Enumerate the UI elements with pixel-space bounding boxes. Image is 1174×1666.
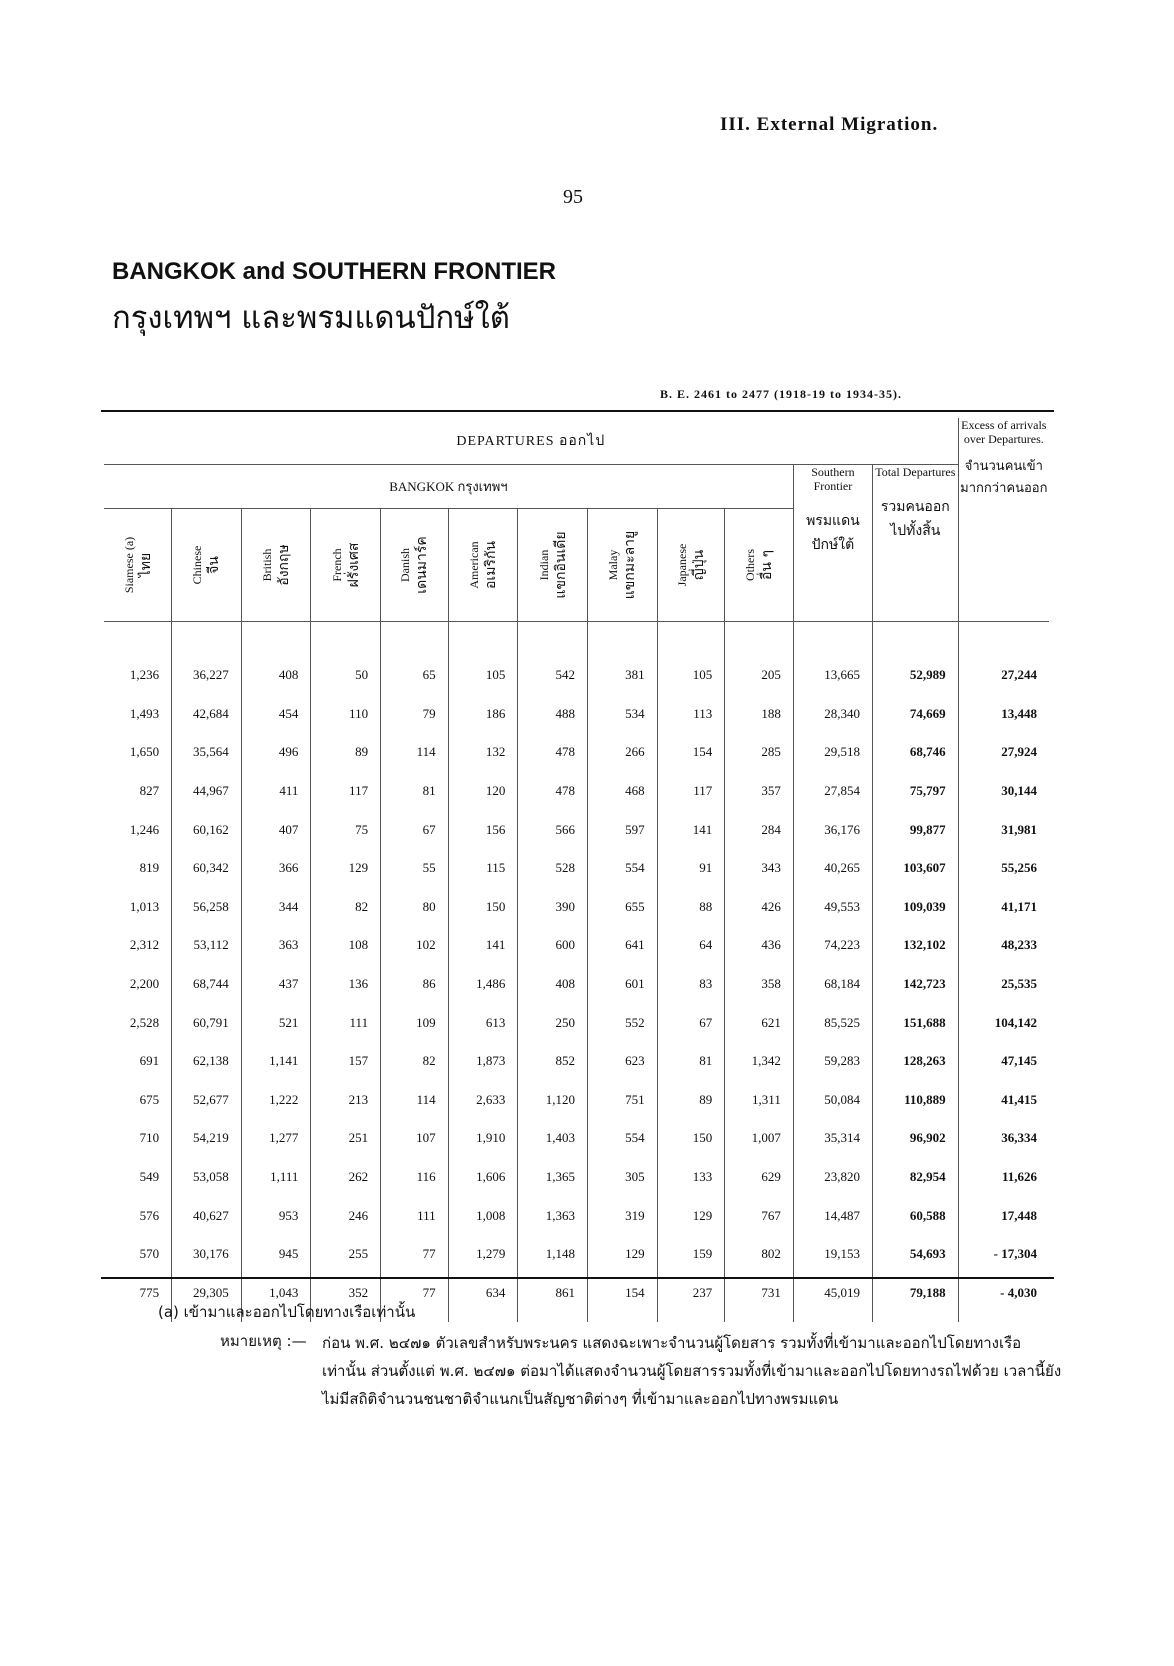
table-cell: 107 xyxy=(381,1119,449,1158)
table-cell: 115 xyxy=(448,849,518,888)
table-cell: 62,138 xyxy=(172,1042,242,1081)
table-cell: 110,889 xyxy=(873,1081,959,1120)
column-header-th: อังกฤษ xyxy=(276,544,293,586)
table-cell: 133 xyxy=(657,1158,725,1197)
table-row xyxy=(104,695,1049,734)
table-cell: 552 xyxy=(587,1003,657,1042)
table-cell: 53,112 xyxy=(172,926,242,965)
table-cell: 65 xyxy=(381,622,449,695)
table-row xyxy=(104,1081,1049,1120)
table-cell: 1,363 xyxy=(518,1196,588,1235)
table-cell: 42,684 xyxy=(172,695,242,734)
table-cell: 285 xyxy=(725,733,794,772)
table-cell: 1,277 xyxy=(241,1119,311,1158)
table-cell: 1,403 xyxy=(518,1119,588,1158)
table-cell: 111 xyxy=(381,1196,449,1235)
table-cell: 411 xyxy=(241,772,311,811)
table-cell: 2,312 xyxy=(129,937,160,953)
column-header-th: แขกมะลายู xyxy=(622,530,639,600)
table-cell: 1,120 xyxy=(518,1081,588,1120)
table-cell: 35,564 xyxy=(172,733,242,772)
table-cell: 1,606 xyxy=(448,1158,518,1197)
table-cell: 861 xyxy=(518,1274,588,1323)
column-header-en: Siamese (a) xyxy=(121,536,136,594)
table-cell: 2,200 xyxy=(129,976,160,992)
table-cell: 154 xyxy=(587,1274,657,1323)
table-cell: 570 xyxy=(139,1246,160,1262)
table-cell: 75 xyxy=(311,810,381,849)
table-cell: 13,665 xyxy=(793,622,872,695)
table-cell: 246 xyxy=(311,1196,381,1235)
table-cell: 55,256 xyxy=(958,849,1049,888)
table-cell: 358 xyxy=(725,965,794,1004)
table-cell: 1,311 xyxy=(725,1081,794,1120)
footnote-a: (a) เข้ามาและออกไปโดยทางเรือเท่านั้น xyxy=(158,1303,416,1321)
table-cell: 53,058 xyxy=(172,1158,242,1197)
table-cell: 205 xyxy=(725,622,794,695)
table-cell: 621 xyxy=(725,1003,794,1042)
table-cell: 109 xyxy=(381,1003,449,1042)
table-cell: 154 xyxy=(657,733,725,772)
table-cell: 105 xyxy=(448,622,518,695)
table-cell: 767 xyxy=(725,1196,794,1235)
table-cell: 114 xyxy=(381,733,449,772)
table-cell: 108 xyxy=(311,926,381,965)
column-header-en: Others xyxy=(743,549,758,581)
table-cell: 1,279 xyxy=(448,1235,518,1274)
table-cell: 96,902 xyxy=(873,1119,959,1158)
table-row xyxy=(104,1119,1049,1158)
table-cell: 36,176 xyxy=(793,810,872,849)
column-header-th: เดนมาร์ค xyxy=(414,536,431,594)
table-cell: 1,342 xyxy=(725,1042,794,1081)
table-row xyxy=(104,1196,1049,1235)
page-number: 95 xyxy=(563,186,583,208)
table-cell: 159 xyxy=(657,1235,725,1274)
table-cell: 40,265 xyxy=(793,849,872,888)
table-cell: 50 xyxy=(311,622,381,695)
table-cell: 390 xyxy=(518,888,588,927)
table-cell: 554 xyxy=(587,1119,657,1158)
table-cell: 601 xyxy=(587,965,657,1004)
table-cell: 56,258 xyxy=(172,888,242,927)
table-cell: 1,650 xyxy=(129,744,160,760)
table-cell: 75,797 xyxy=(873,772,959,811)
table-cell: 1,008 xyxy=(448,1196,518,1235)
table-cell: 344 xyxy=(241,888,311,927)
table-row xyxy=(104,849,1049,888)
table-cell: 534 xyxy=(587,695,657,734)
table-cell: 381 xyxy=(587,622,657,695)
table-cell: 623 xyxy=(587,1042,657,1081)
table-cell: 751 xyxy=(587,1081,657,1120)
table-cell: 357 xyxy=(725,772,794,811)
table-cell: 50,084 xyxy=(793,1081,872,1120)
table-cell: 77 xyxy=(381,1274,449,1323)
table-cell: 188 xyxy=(725,695,794,734)
southern-header-th: พรมแดนปักษ์ใต้ xyxy=(806,513,860,553)
table-cell: 454 xyxy=(241,695,311,734)
column-header xyxy=(587,509,657,622)
table-top-rule xyxy=(101,410,1054,412)
column-header-th: อื่น ๆ xyxy=(759,550,776,580)
table-cell: 731 xyxy=(725,1274,794,1323)
table-cell: 953 xyxy=(241,1196,311,1235)
table-cell: 14,487 xyxy=(793,1196,872,1235)
table-cell: 47,145 xyxy=(958,1042,1049,1081)
table-cell: 852 xyxy=(518,1042,588,1081)
table-cell: 305 xyxy=(587,1158,657,1197)
table-cell: 251 xyxy=(311,1119,381,1158)
table-cell: 30,176 xyxy=(172,1235,242,1274)
table-cell: 408 xyxy=(518,965,588,1004)
table-cell: 104,142 xyxy=(958,1003,1049,1042)
table-cell: 68,184 xyxy=(793,965,872,1004)
table-cell: 89 xyxy=(311,733,381,772)
migration-table xyxy=(104,418,1049,1322)
table-cell: 103,607 xyxy=(873,849,959,888)
column-header-en: French xyxy=(329,548,344,582)
column-header xyxy=(241,509,311,622)
column-header-th: แขกอินเดีย xyxy=(552,531,569,599)
table-cell: 82 xyxy=(311,888,381,927)
table-cell: 45,019 xyxy=(793,1274,872,1323)
column-header-en: Chinese xyxy=(190,545,205,585)
table-cell: 156 xyxy=(448,810,518,849)
table-cell: - 17,304 xyxy=(958,1235,1049,1274)
table-cell: 60,588 xyxy=(873,1196,959,1235)
table-row xyxy=(104,810,1049,849)
table-cell: 352 xyxy=(311,1274,381,1323)
table-row xyxy=(104,1235,1049,1274)
table-cell: 157 xyxy=(311,1042,381,1081)
table-cell: 117 xyxy=(657,772,725,811)
table-cell: 83 xyxy=(657,965,725,1004)
table-cell: 13,448 xyxy=(958,695,1049,734)
table-cell: 59,283 xyxy=(793,1042,872,1081)
table-cell: 60,342 xyxy=(172,849,242,888)
table-cell: 40,627 xyxy=(172,1196,242,1235)
table-cell: 105 xyxy=(657,622,725,695)
column-header-en: Japanese xyxy=(674,543,689,587)
table-cell: 48,233 xyxy=(958,926,1049,965)
table-cell: 1,141 xyxy=(241,1042,311,1081)
table-row xyxy=(104,888,1049,927)
table-cell: 1,486 xyxy=(448,965,518,1004)
table-cell: 81 xyxy=(657,1042,725,1081)
table-cell: 29,518 xyxy=(793,733,872,772)
table-cell: 2,528 xyxy=(129,1014,160,1030)
table-cell: 136 xyxy=(311,965,381,1004)
table-cell: 132,102 xyxy=(873,926,959,965)
table-row xyxy=(104,1042,1049,1081)
table-cell: 284 xyxy=(725,810,794,849)
table-cell: 41,171 xyxy=(958,888,1049,927)
table-cell: 802 xyxy=(725,1235,794,1274)
table-cell: 129 xyxy=(311,849,381,888)
table-cell: 85,525 xyxy=(793,1003,872,1042)
table-row xyxy=(104,772,1049,811)
table-cell: 478 xyxy=(518,772,588,811)
table-cell: 1,043 xyxy=(241,1274,311,1323)
table-cell: 554 xyxy=(587,849,657,888)
table-cell: 496 xyxy=(241,733,311,772)
table-cell: 68,746 xyxy=(873,733,959,772)
table-cell: 54,219 xyxy=(172,1119,242,1158)
table-row xyxy=(104,1003,1049,1042)
table-cell: 68,744 xyxy=(172,965,242,1004)
table-cell: 600 xyxy=(518,926,588,965)
table-cell: 266 xyxy=(587,733,657,772)
table-cell: 1,013 xyxy=(129,898,160,914)
table-cell: 80 xyxy=(381,888,449,927)
column-header xyxy=(311,509,381,622)
table-cell: 1,873 xyxy=(448,1042,518,1081)
table-cell: 52,677 xyxy=(172,1081,242,1120)
table-cell: 542 xyxy=(518,622,588,695)
table-cell: 141 xyxy=(657,810,725,849)
table-cell: 79,188 xyxy=(873,1274,959,1323)
table-cell: 117 xyxy=(311,772,381,811)
table-cell: 67 xyxy=(381,810,449,849)
table-cell: 255 xyxy=(311,1235,381,1274)
remark-text: ก่อน พ.ศ. ๒๔๗๑ ตัวเลขสำหรับพระนคร แสดงฉะเพาะจำนวนผู้โดยสาร รวมทั้งที่เข้ามาและออกไปโดยทางเรือเท่านั้น ส่วนตั้งแต่ พ.ศ. ๒๔๗๑ ต่อมาได้แสดงจำนวนผู้โดยสารรวมทั้งที่เข้ามาและออกไปโดยทางรถไฟด้วย เวลานี้ยังไม่มีสถิติจำนวนชนชาติจำแนกเป็นสัญชาติต่างๆ ที่เข้ามาและออกไปทางพรมแดน xyxy=(322,1334,1062,1408)
table-cell: 116 xyxy=(381,1158,449,1197)
southern-frontier-header xyxy=(793,465,872,622)
table-cell: 102 xyxy=(381,926,449,965)
column-header xyxy=(725,509,794,622)
table-cell: 634 xyxy=(448,1274,518,1323)
table-cell: 109,039 xyxy=(873,888,959,927)
column-header-th: ญี่ปุ่น xyxy=(690,549,707,581)
column-header-en: American xyxy=(466,541,481,589)
table-cell: 641 xyxy=(587,926,657,965)
table-cell: - 4,030 xyxy=(958,1274,1049,1323)
table-cell: 60,162 xyxy=(172,810,242,849)
table-cell: 55 xyxy=(381,849,449,888)
table-cell: 150 xyxy=(657,1119,725,1158)
table-bottom-rule xyxy=(101,1277,1054,1279)
bangkok-header: BANGKOK กรุงเทพฯ xyxy=(104,465,793,509)
column-header xyxy=(172,509,242,622)
table-cell: 1,007 xyxy=(725,1119,794,1158)
column-header xyxy=(657,509,725,622)
table-cell: 521 xyxy=(241,1003,311,1042)
table-cell: 52,989 xyxy=(873,622,959,695)
table-cell: 111 xyxy=(311,1003,381,1042)
table-cell: 488 xyxy=(518,695,588,734)
table-cell: 436 xyxy=(725,926,794,965)
table-cell: 79 xyxy=(381,695,449,734)
table-cell: 74,223 xyxy=(793,926,872,965)
table-cell: 74,669 xyxy=(873,695,959,734)
column-header-th: อเมริกัน xyxy=(482,541,499,589)
excess-header-en: Excess of arrivals over Departures. xyxy=(961,418,1047,446)
table-cell: 36,227 xyxy=(172,622,242,695)
table-cell: 113 xyxy=(657,695,725,734)
table-cell: 129 xyxy=(657,1196,725,1235)
table-cell: 142,723 xyxy=(873,965,959,1004)
table-cell: 19,153 xyxy=(793,1235,872,1274)
table-cell: 613 xyxy=(448,1003,518,1042)
table-cell: 89 xyxy=(657,1081,725,1120)
title-thai: กรุงเทพฯ และพรมแดนปักษ์ใต้ xyxy=(112,300,510,336)
table-cell: 675 xyxy=(139,1091,160,1107)
column-header xyxy=(381,509,449,622)
table-cell: 468 xyxy=(587,772,657,811)
table-cell: 426 xyxy=(725,888,794,927)
table-cell: 60,791 xyxy=(172,1003,242,1042)
table-cell: 29,305 xyxy=(172,1274,242,1323)
table-cell: 150 xyxy=(448,888,518,927)
table-cell: 151,688 xyxy=(873,1003,959,1042)
table-cell: 35,314 xyxy=(793,1119,872,1158)
table-cell: 437 xyxy=(241,965,311,1004)
table-cell: 82 xyxy=(381,1042,449,1081)
table-cell: 945 xyxy=(241,1235,311,1274)
table-cell: 99,877 xyxy=(873,810,959,849)
table-cell: 1,236 xyxy=(129,667,160,683)
excess-header-th: จำนวนคนเข้ามากกว่าคนออก xyxy=(960,459,1048,496)
table-cell: 1,222 xyxy=(241,1081,311,1120)
table-cell: 1,493 xyxy=(129,705,160,721)
table-cell: 129 xyxy=(587,1235,657,1274)
table-cell: 28,340 xyxy=(793,695,872,734)
table-cell: 576 xyxy=(139,1207,160,1223)
table-cell: 408 xyxy=(241,622,311,695)
column-header-th: ฝรั่งเศส xyxy=(345,542,362,588)
table-cell: 17,448 xyxy=(958,1196,1049,1235)
table-cell: 407 xyxy=(241,810,311,849)
table-cell: 250 xyxy=(518,1003,588,1042)
table-cell: 27,924 xyxy=(958,733,1049,772)
table-cell: 27,244 xyxy=(958,622,1049,695)
table-cell: 1,111 xyxy=(241,1158,311,1197)
table-cell: 528 xyxy=(518,849,588,888)
total-departures-header xyxy=(873,465,959,622)
table-row xyxy=(104,622,1049,695)
table-cell: 827 xyxy=(139,783,160,799)
table-cell: 655 xyxy=(587,888,657,927)
table-cell: 819 xyxy=(139,860,160,876)
total-header-th: รวมคนออกไปทั้งสิ้น xyxy=(880,499,950,539)
table-cell: 366 xyxy=(241,849,311,888)
table-cell: 49,553 xyxy=(793,888,872,927)
table-cell: 36,334 xyxy=(958,1119,1049,1158)
table-cell: 186 xyxy=(448,695,518,734)
table-cell: 88 xyxy=(657,888,725,927)
excess-header xyxy=(958,418,1049,622)
table-cell: 44,967 xyxy=(172,772,242,811)
table-cell: 710 xyxy=(139,1130,160,1146)
column-header-en: British xyxy=(260,548,275,582)
table-cell: 82,954 xyxy=(873,1158,959,1197)
departures-header: DEPARTURES ออกไป xyxy=(104,418,958,465)
title-english: BANGKOK and SOUTHERN FRONTIER xyxy=(112,258,556,285)
table-cell: 363 xyxy=(241,926,311,965)
southern-header-en: Southern Frontier xyxy=(811,465,855,493)
table-cell: 1,910 xyxy=(448,1119,518,1158)
column-header-en: Danish xyxy=(398,548,413,583)
table-row xyxy=(104,733,1049,772)
table-cell: 27,854 xyxy=(793,772,872,811)
table-cell: 120 xyxy=(448,772,518,811)
table-cell: 775 xyxy=(139,1284,160,1300)
table-cell: 91 xyxy=(657,849,725,888)
table-cell: 319 xyxy=(587,1196,657,1235)
table-cell: 213 xyxy=(311,1081,381,1120)
table-cell: 691 xyxy=(139,1053,160,1069)
table-cell: 549 xyxy=(139,1169,160,1185)
table-cell: 67 xyxy=(657,1003,725,1042)
table-cell: 629 xyxy=(725,1158,794,1197)
column-header xyxy=(104,509,172,622)
table-cell: 31,981 xyxy=(958,810,1049,849)
table-cell: 2,633 xyxy=(448,1081,518,1120)
table-cell: 478 xyxy=(518,733,588,772)
table-cell: 81 xyxy=(381,772,449,811)
total-header-en: Total Departures xyxy=(875,465,956,479)
table-cell: 11,626 xyxy=(958,1158,1049,1197)
column-header xyxy=(518,509,588,622)
table-cell: 597 xyxy=(587,810,657,849)
column-header-en: Indian xyxy=(536,549,551,581)
table-cell: 343 xyxy=(725,849,794,888)
table-row xyxy=(104,1158,1049,1197)
table-cell: 128,263 xyxy=(873,1042,959,1081)
table-cell: 25,535 xyxy=(958,965,1049,1004)
table-cell: 41,415 xyxy=(958,1081,1049,1120)
table-row xyxy=(104,965,1049,1004)
column-header-th: ไทย xyxy=(137,552,154,578)
table-cell: 1,148 xyxy=(518,1235,588,1274)
remark-label: หมายเหตุ :— xyxy=(220,1332,307,1350)
table-cell: 566 xyxy=(518,810,588,849)
table-cell: 64 xyxy=(657,926,725,965)
period-label: B. E. 2461 to 2477 (1918-19 to 1934-35). xyxy=(660,387,902,401)
table-row xyxy=(104,926,1049,965)
table-cell: 1,246 xyxy=(129,821,160,837)
table-cell: 86 xyxy=(381,965,449,1004)
table-cell: 237 xyxy=(657,1274,725,1323)
table-cell: 30,144 xyxy=(958,772,1049,811)
column-header xyxy=(448,509,518,622)
table-cell: 262 xyxy=(311,1158,381,1197)
section-heading: III. External Migration. xyxy=(720,114,939,135)
table-cell: 23,820 xyxy=(793,1158,872,1197)
table-cell: 1,365 xyxy=(518,1158,588,1197)
table-cell: 54,693 xyxy=(873,1235,959,1274)
table-cell: 132 xyxy=(448,733,518,772)
column-header-en: Malay xyxy=(606,549,621,581)
table-cell: 141 xyxy=(448,926,518,965)
table-cell: 110 xyxy=(311,695,381,734)
table-cell: 77 xyxy=(381,1235,449,1274)
table-cell: 114 xyxy=(381,1081,449,1120)
column-header-th: จีน xyxy=(206,556,223,574)
